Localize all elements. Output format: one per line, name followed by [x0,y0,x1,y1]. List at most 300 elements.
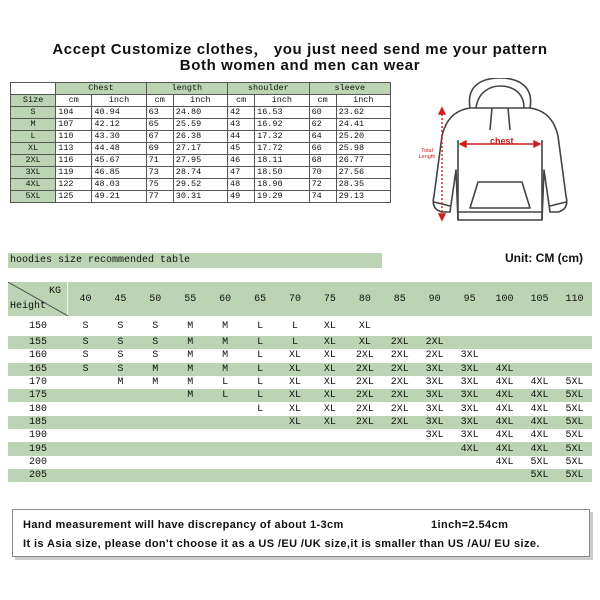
size-value-cell: 45 [228,143,255,155]
size-value-cell: 122 [56,179,92,191]
recommended-size-cell: 5XL [530,456,549,468]
recommended-size-cell: XL [347,336,382,349]
size-value-cell: 19.29 [255,191,309,203]
recommended-size-cell: 2XL [390,350,409,362]
weight-header-cell: 75 [312,282,347,316]
recommended-size-cell [138,416,173,429]
recommended-size-cell: 4XL [495,403,514,415]
recommended-size-cell [452,336,487,349]
height-cell: 175 [8,389,68,402]
weight-header-cell: 70 [278,282,313,316]
size-row [11,155,391,167]
recommended-size-cell [173,442,208,455]
recommended-size-cell [557,336,592,349]
recommended-size-cell [243,469,278,482]
size-row [11,179,391,191]
note-discrepancy: Hand measurement will have discrepancy of about 1-3cm [23,519,344,531]
weight-header-cell: 85 [382,282,417,316]
recommended-size-cell: 4XL [487,363,522,376]
height-cell: 155 [8,336,68,349]
recommended-size-cell [103,389,138,402]
height-row [8,376,592,389]
recommended-size-cell [208,402,243,415]
size-value-cell: 18.11 [255,155,309,167]
chest-label: chest [490,136,514,146]
recommended-size-cell: XL [358,320,371,332]
size-value-cell: 72 [309,179,336,191]
size-table-body [11,107,391,203]
recommended-size-cell: XL [312,389,347,402]
recommended-size-cell [417,316,452,336]
recommended-size-cell [278,429,313,442]
recommended-size-cell: XL [278,416,313,429]
size-value-cell: 26.77 [336,155,390,167]
size-value-cell: 27.56 [336,167,390,179]
recommended-size-cell [382,442,417,455]
recommended-size-cell: M [173,363,208,376]
recommended-size-cell [103,442,138,455]
size-label-cell: 2XL [11,155,56,167]
recommended-size-cell [417,469,452,482]
size-value-cell: 63 [146,107,173,119]
weight-header-cell: 60 [208,282,243,316]
recommended-size-cell: L [222,377,229,389]
height-row [8,456,592,469]
size-value-cell: 29.52 [173,179,227,191]
unit-header: inch [255,95,309,107]
recommended-table-title: hoodies size recommended table [8,253,382,268]
size-chart-table [10,82,391,203]
recommended-size-cell: 4XL [530,377,549,389]
recommended-size-cell: XL [323,377,336,389]
recommended-size-cell: S [68,363,103,376]
recommended-size-cell: S [152,320,159,332]
recommended-size-cell: XL [323,320,336,332]
recommended-size-cell: L [243,363,278,376]
height-cell: 200 [28,456,47,468]
recommended-size-cell [487,336,522,349]
weight-header-cell: 105 [522,282,557,316]
recommended-size-cell: 5XL [565,456,584,468]
recommended-size-cell [452,469,487,482]
recommended-size-cell: L [257,377,264,389]
recommended-size-cell [103,416,138,429]
recommended-size-cell [417,442,452,455]
unit-header: inch [336,95,390,107]
size-value-cell: 29.13 [336,191,390,203]
recommended-size-cell: XL [288,350,301,362]
height-row [8,363,592,376]
recommended-size-cell: 4XL [530,403,549,415]
total-length-label: Total Length [418,148,436,160]
recommended-size-cell: 2XL [347,363,382,376]
height-row [8,416,592,429]
recommended-size-cell: XL [288,403,301,415]
recommended-size-cell [557,349,592,362]
unit-header: cm [146,95,173,107]
recommended-size-cell: 4XL [522,442,557,455]
size-value-cell: 16.53 [255,107,309,119]
size-value-cell: 70 [309,167,336,179]
size-row [11,119,391,131]
recommended-size-cell: S [117,320,124,332]
recommended-size-cell: 5XL [557,469,592,482]
recommended-size-cell: 3XL [460,377,479,389]
weight-header-cell: 55 [173,282,208,316]
size-value-cell: 25.59 [173,119,227,131]
recommended-size-cell: M [173,389,208,402]
recommended-size-cell: 2XL [390,377,409,389]
recommended-table-body [8,316,592,482]
recommended-size-cell [312,442,347,455]
height-cell: 170 [28,377,47,389]
recommended-size-cell: XL [323,350,336,362]
recommended-size-cell [278,442,313,455]
size-value-cell: 30.31 [173,191,227,203]
height-cell: 160 [28,350,47,362]
recommended-size-cell: M [187,350,194,362]
recommended-size-cell: S [103,336,138,349]
recommended-size-cell: 2XL [425,350,444,362]
size-group-header: Chest [56,83,146,95]
recommended-size-cell: 4XL [452,442,487,455]
size-value-cell: 69 [146,143,173,155]
recommended-size-cell: XL [288,377,301,389]
size-group-header: shoulder [228,83,310,95]
size-value-cell: 24.41 [336,119,390,131]
recommended-size-cell: S [103,363,138,376]
recommended-size-cell [138,456,173,469]
recommended-size-cell [382,456,417,469]
size-value-cell: 44.48 [92,143,146,155]
recommended-size-cell: L [257,350,264,362]
weight-header-cell: 40 [68,282,103,316]
size-value-cell: 74 [309,191,336,203]
recommended-size-cell: 2XL [382,336,417,349]
height-row [8,389,592,402]
recommended-size-cell: 3XL [425,377,444,389]
recommended-size-cell: M [173,336,208,349]
weight-header-row [8,282,592,316]
recommended-size-cell: 3XL [460,350,479,362]
recommended-size-cell: 4XL [495,456,514,468]
recommended-size-cell [522,336,557,349]
size-value-cell: 24.80 [173,107,227,119]
weight-header-cell: 100 [487,282,522,316]
height-cell: 180 [28,403,47,415]
recommended-size-cell [557,363,592,376]
recommended-size-cell [487,349,522,362]
weight-header-cell: 90 [417,282,452,316]
recommended-size-cell [103,456,138,469]
size-value-cell: 68 [309,155,336,167]
size-value-cell: 26.38 [173,131,227,143]
recommended-size-cell: S [117,350,124,362]
recommended-size-cell: 3XL [425,430,444,442]
recommended-size-cell: M [222,320,229,332]
recommended-size-cell [557,316,592,336]
recommended-size-cell: S [152,350,159,362]
kg-label: KG [48,286,61,297]
size-value-cell: 25.20 [336,131,390,143]
header-corner [8,282,68,316]
recommended-size-cell [347,442,382,455]
recommended-size-cell [347,469,382,482]
recommended-size-cell: XL [323,403,336,415]
weight-header-cell: 50 [138,282,173,316]
recommended-size-cell [382,316,417,336]
note-inch-conversion: 1inch=2.54cm [431,519,509,531]
size-value-cell: 65 [146,119,173,131]
size-value-cell: 73 [146,167,173,179]
unit-header: cm [228,95,255,107]
recommended-size-cell: S [82,350,89,362]
recommended-size-cell: 3XL [425,403,444,415]
recommended-size-cell: 4XL [487,442,522,455]
recommended-size-cell: 2XL [382,363,417,376]
recommended-size-cell: XL [312,363,347,376]
recommended-size-cell: S [138,336,173,349]
size-value-cell: 43 [228,119,255,131]
recommended-size-cell [278,469,313,482]
recommended-size-cell [68,429,103,442]
unit-label: Unit: CM (cm) [505,251,583,265]
recommended-size-cell: 3XL [460,430,479,442]
recommended-size-cell: L [257,320,264,332]
size-value-cell: 27.95 [173,155,227,167]
recommended-size-cell [312,429,347,442]
height-label: Height [10,301,47,312]
recommended-size-cell: 4XL [522,389,557,402]
size-value-cell: 66 [309,143,336,155]
recommended-size-cell: XL [312,336,347,349]
recommended-size-table [8,282,592,482]
recommended-size-cell [347,429,382,442]
recommended-size-cell [173,456,208,469]
size-value-cell: 42 [228,107,255,119]
size-value-cell: 46 [228,155,255,167]
weight-header-cell: 45 [103,282,138,316]
height-row [8,469,592,482]
recommended-size-cell [103,402,138,415]
recommended-size-cell: 3XL [452,389,487,402]
recommended-size-cell: 5XL [557,389,592,402]
size-table-corner [11,83,56,95]
recommended-size-cell: 4XL [495,377,514,389]
weight-header-cell: 110 [557,282,592,316]
recommended-size-cell [68,389,103,402]
recommended-size-cell: 2XL [355,403,374,415]
recommended-size-cell: 5XL [565,377,584,389]
recommended-size-cell: 4XL [487,416,522,429]
recommended-size-cell: 3XL [417,363,452,376]
recommended-size-cell [138,429,173,442]
size-group-header: sleeve [309,83,390,95]
size-value-cell: 40.94 [92,107,146,119]
size-value-cell: 67 [146,131,173,143]
recommended-size-cell: 5XL [557,416,592,429]
recommended-size-cell [243,456,278,469]
height-cell: 150 [28,320,47,332]
recommended-size-cell [312,469,347,482]
size-value-cell: 110 [56,131,92,143]
recommended-size-cell [173,469,208,482]
unit-header: cm [309,95,336,107]
recommended-size-cell [138,389,173,402]
recommended-size-cell [243,429,278,442]
recommended-size-cell: 3XL [417,389,452,402]
recommended-size-cell: 4XL [530,430,549,442]
note-asia-size: It is Asia size, please don't choose it as a US /EU /UK size,it is smaller than US /AU/ EU size. [23,538,540,550]
recommended-size-cell [417,456,452,469]
recommended-size-cell [138,442,173,455]
recommended-size-cell: M [187,320,194,332]
recommended-size-cell: 4XL [495,430,514,442]
recommended-size-cell [208,469,243,482]
recommended-size-cell [208,429,243,442]
recommended-size-cell: 2XL [417,336,452,349]
recommended-size-cell: 4XL [487,389,522,402]
height-cell: 205 [8,469,68,482]
recommended-size-cell: 5XL [557,442,592,455]
size-value-cell: 44 [228,131,255,143]
recommended-size-cell: 5XL [565,430,584,442]
recommended-size-cell [522,316,557,336]
weight-header-cell: 65 [243,282,278,316]
recommended-size-cell [208,456,243,469]
recommended-size-cell: 2XL [355,350,374,362]
recommended-size-cell: 2XL [382,389,417,402]
recommended-size-cell [68,376,103,389]
size-value-cell: 60 [309,107,336,119]
recommended-size-cell: L [278,336,313,349]
recommended-size-cell [68,456,103,469]
recommended-size-cell: 2XL [347,389,382,402]
recommended-size-cell: 3XL [452,416,487,429]
recommended-size-cell [487,469,522,482]
size-value-cell: 107 [56,119,92,131]
recommended-size-cell [312,456,347,469]
recommended-size-cell [103,469,138,482]
size-value-cell: 48 [228,179,255,191]
note-box [12,509,590,557]
height-row [8,316,592,336]
size-value-cell: 75 [146,179,173,191]
recommended-size-cell: L [243,389,278,402]
size-value-cell: 23.62 [336,107,390,119]
size-label-cell: XL [11,143,56,155]
recommended-size-cell [522,363,557,376]
recommended-size-cell: M [222,350,229,362]
recommended-size-cell: L [243,336,278,349]
size-value-cell: 28.35 [336,179,390,191]
size-value-cell: 113 [56,143,92,155]
height-cell: 195 [8,442,68,455]
size-value-cell: 17.72 [255,143,309,155]
height-cell: 185 [8,416,68,429]
recommended-size-cell: 5XL [565,403,584,415]
recommended-size-cell: S [68,336,103,349]
size-row [11,167,391,179]
recommended-size-cell: S [82,320,89,332]
recommended-size-cell: L [291,320,298,332]
recommended-size-cell [382,429,417,442]
size-label-cell: L [11,131,56,143]
size-value-cell: 49.21 [92,191,146,203]
size-label-cell: S [11,107,56,119]
recommended-size-cell: XL [312,416,347,429]
recommended-size-cell [452,456,487,469]
hoodie-diagram-icon [412,78,587,223]
size-value-cell: 18.50 [255,167,309,179]
recommended-size-cell [243,442,278,455]
recommended-size-cell: 4XL [522,416,557,429]
size-row [11,143,391,155]
size-value-cell: 25.98 [336,143,390,155]
size-row [11,107,391,119]
size-value-cell: 77 [146,191,173,203]
size-column-header: Size [11,95,56,107]
size-label-cell: 5XL [11,191,56,203]
recommended-size-cell: 2XL [355,377,374,389]
recommended-size-cell [347,456,382,469]
size-row [11,131,391,143]
size-value-cell: 27.17 [173,143,227,155]
recommended-size-cell: M [208,363,243,376]
unit-header: cm [56,95,92,107]
recommended-size-cell: L [208,389,243,402]
recommended-size-cell: 3XL [417,416,452,429]
recommended-size-cell: M [152,377,159,389]
size-value-cell: 49 [228,191,255,203]
recommended-size-cell [522,349,557,362]
recommended-size-cell: 2XL [347,416,382,429]
recommended-size-cell [103,429,138,442]
recommended-size-cell [138,402,173,415]
recommended-size-cell: M [208,336,243,349]
recommended-size-cell: 3XL [460,403,479,415]
heading-line-2: Both women and men can wear [179,57,421,74]
size-value-cell: 48.03 [92,179,146,191]
recommended-size-cell [278,456,313,469]
size-value-cell: 47 [228,167,255,179]
recommended-size-cell: 2XL [390,403,409,415]
size-label-cell: M [11,119,56,131]
recommended-size-cell [173,402,208,415]
recommended-size-cell [208,442,243,455]
height-cell: 165 [8,363,68,376]
size-value-cell: 64 [309,131,336,143]
size-value-cell: 43.30 [92,131,146,143]
recommended-size-cell: M [187,377,194,389]
heading-line-1: Accept Customize clothes， you just need send me your pattern [52,41,548,58]
recommended-size-cell: XL [278,363,313,376]
size-value-cell: 45.67 [92,155,146,167]
recommended-size-cell [487,316,522,336]
size-value-cell: 18.90 [255,179,309,191]
recommended-size-cell [68,416,103,429]
height-row [8,336,592,349]
recommended-size-cell [138,469,173,482]
weight-header-cell: 80 [347,282,382,316]
height-row [8,442,592,455]
recommended-size-cell [68,469,103,482]
size-value-cell: 71 [146,155,173,167]
height-row [8,349,592,362]
height-cell: 190 [28,430,47,442]
recommended-size-cell [173,416,208,429]
size-label-cell: 3XL [11,167,56,179]
